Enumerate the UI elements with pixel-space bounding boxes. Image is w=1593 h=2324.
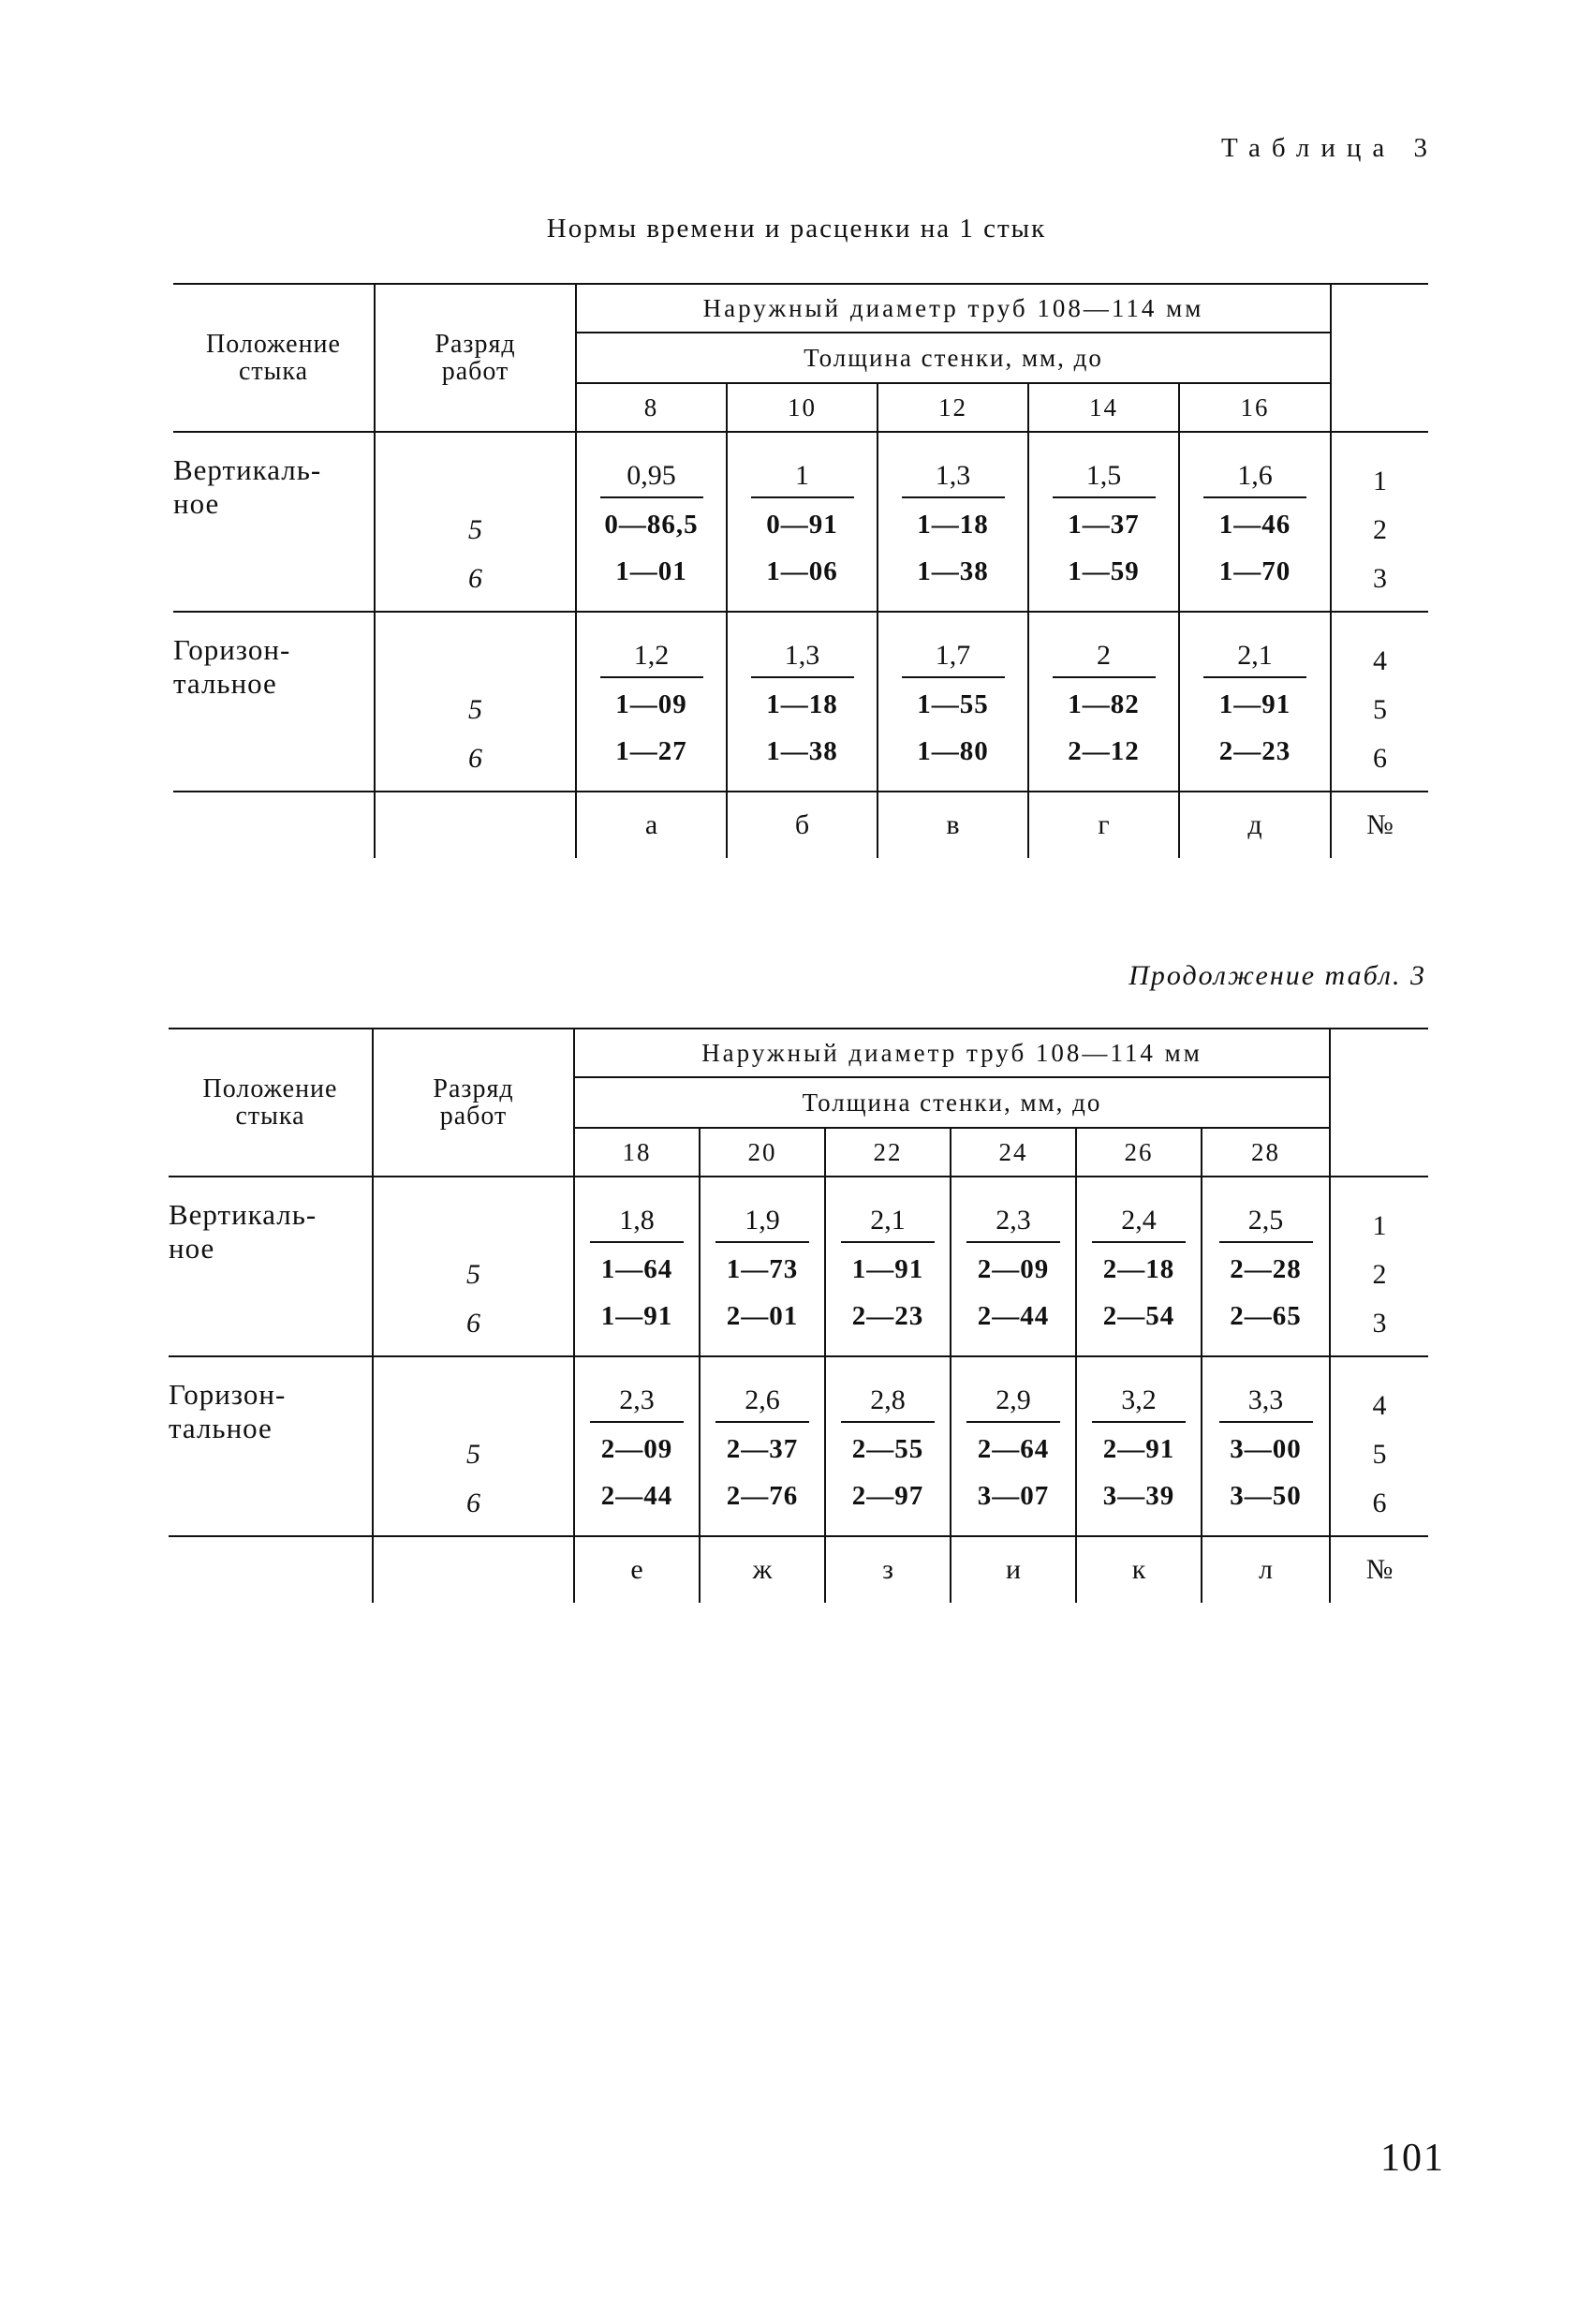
grade-cell: 5 6 <box>373 1356 574 1536</box>
value-cell: 1,3 1—18 1—38 <box>878 432 1028 612</box>
value-cell: 2,6 2—37 2—76 <box>700 1356 825 1536</box>
column-letter: г <box>1028 792 1179 858</box>
grade-cell: 5 6 <box>375 432 576 612</box>
grade-cell: 5 6 <box>375 612 576 792</box>
thickness-header: 20 <box>700 1128 825 1177</box>
table-title: Нормы времени и расценки на 1 стык <box>546 214 1047 244</box>
value-cell: 2,1 1—91 2—23 <box>825 1177 951 1356</box>
value-cell: 2,5 2—28 2—65 <box>1202 1177 1330 1356</box>
position-cell: Вертикаль- ное <box>169 1177 373 1356</box>
thickness-header: 10 <box>727 383 878 432</box>
number-header <box>1331 284 1428 432</box>
thickness-header: 22 <box>825 1128 951 1177</box>
column-letter: а <box>576 792 727 858</box>
thickness-header: 16 <box>1179 383 1331 432</box>
row-number-cell: 4 5 6 <box>1330 1356 1428 1536</box>
footer-empty-cell <box>375 792 576 858</box>
thickness-header: 18 <box>574 1128 700 1177</box>
thickness-header: 12 <box>878 383 1028 432</box>
column-letter: е <box>574 1536 700 1603</box>
column-letter: б <box>727 792 878 858</box>
footer-empty-cell <box>373 1536 574 1603</box>
grade-header: Разряд работ <box>373 1029 574 1177</box>
value-cell: 3,2 2—91 3—39 <box>1076 1356 1202 1536</box>
row-number-cell: 1 2 3 <box>1331 432 1428 612</box>
diameter-header: Наружный диаметр труб 108—114 мм <box>576 284 1331 333</box>
value-cell: 0,95 0—86,5 1—01 <box>576 432 727 612</box>
footer-empty-cell <box>173 792 375 858</box>
number-sign: № <box>1330 1536 1428 1603</box>
row-number-cell: 1 2 3 <box>1330 1177 1428 1356</box>
thickness-header: 8 <box>576 383 727 432</box>
column-letter: в <box>878 792 1028 858</box>
value-cell: 1,7 1—55 1—80 <box>878 612 1028 792</box>
grade-header: Разряд работ <box>375 284 576 432</box>
column-letter: з <box>825 1536 951 1603</box>
value-cell: 2,9 2—64 3—07 <box>951 1356 1076 1536</box>
position-cell: Вертикаль- ное <box>173 432 375 612</box>
value-cell: 2,4 2—18 2—54 <box>1076 1177 1202 1356</box>
number-sign: № <box>1331 792 1428 858</box>
value-cell: 1,8 1—64 1—91 <box>574 1177 700 1356</box>
value-cell: 2,3 2—09 2—44 <box>951 1177 1076 1356</box>
wall-thickness-header: Толщина стенки, мм, до <box>574 1077 1330 1128</box>
position-cell: Горизон- тальное <box>173 612 375 792</box>
page-number: 101 <box>1380 2137 1445 2180</box>
norms-table-1 <box>173 283 1428 858</box>
value-cell: 2,3 2—09 2—44 <box>574 1356 700 1536</box>
value-cell: 1 0—91 1—06 <box>727 432 878 612</box>
column-letter: к <box>1076 1536 1202 1603</box>
column-letter: ж <box>700 1536 825 1603</box>
value-cell: 2,1 1—91 2—23 <box>1179 612 1331 792</box>
norms-table-2 <box>169 1028 1428 1603</box>
value-cell: 1,9 1—73 2—01 <box>700 1177 825 1356</box>
position-header: Положение стыка <box>169 1029 373 1177</box>
thickness-header: 24 <box>951 1128 1076 1177</box>
continuation-caption: Продолжение табл. 3 <box>1128 960 1426 991</box>
position-cell: Горизон- тальное <box>169 1356 373 1536</box>
row-number-cell: 4 5 6 <box>1331 612 1428 792</box>
thickness-header: 14 <box>1028 383 1179 432</box>
table-row <box>169 1177 1428 1356</box>
table-row <box>173 612 1428 792</box>
value-cell: 3,3 3—00 3—50 <box>1202 1356 1330 1536</box>
table-row <box>169 1356 1428 1536</box>
table-row <box>173 432 1428 612</box>
column-letter: л <box>1202 1536 1330 1603</box>
grade-cell: 5 6 <box>373 1177 574 1356</box>
value-cell: 1,6 1—46 1—70 <box>1179 432 1331 612</box>
value-cell: 2,8 2—55 2—97 <box>825 1356 951 1536</box>
footer-empty-cell <box>169 1536 373 1603</box>
value-cell: 2 1—82 2—12 <box>1028 612 1179 792</box>
number-header <box>1330 1029 1428 1177</box>
value-cell: 1,5 1—37 1—59 <box>1028 432 1179 612</box>
thickness-header: 28 <box>1202 1128 1330 1177</box>
value-cell: 1,3 1—18 1—38 <box>727 612 878 792</box>
position-header: Положение стыка <box>173 284 375 432</box>
thickness-header: 26 <box>1076 1128 1202 1177</box>
wall-thickness-header: Толщина стенки, мм, до <box>576 333 1331 383</box>
table-number-label: Таблица 3 <box>1220 133 1438 163</box>
value-cell: 1,2 1—09 1—27 <box>576 612 727 792</box>
diameter-header: Наружный диаметр труб 108—114 мм <box>574 1029 1330 1077</box>
column-letter: и <box>951 1536 1076 1603</box>
column-letter: д <box>1179 792 1331 858</box>
